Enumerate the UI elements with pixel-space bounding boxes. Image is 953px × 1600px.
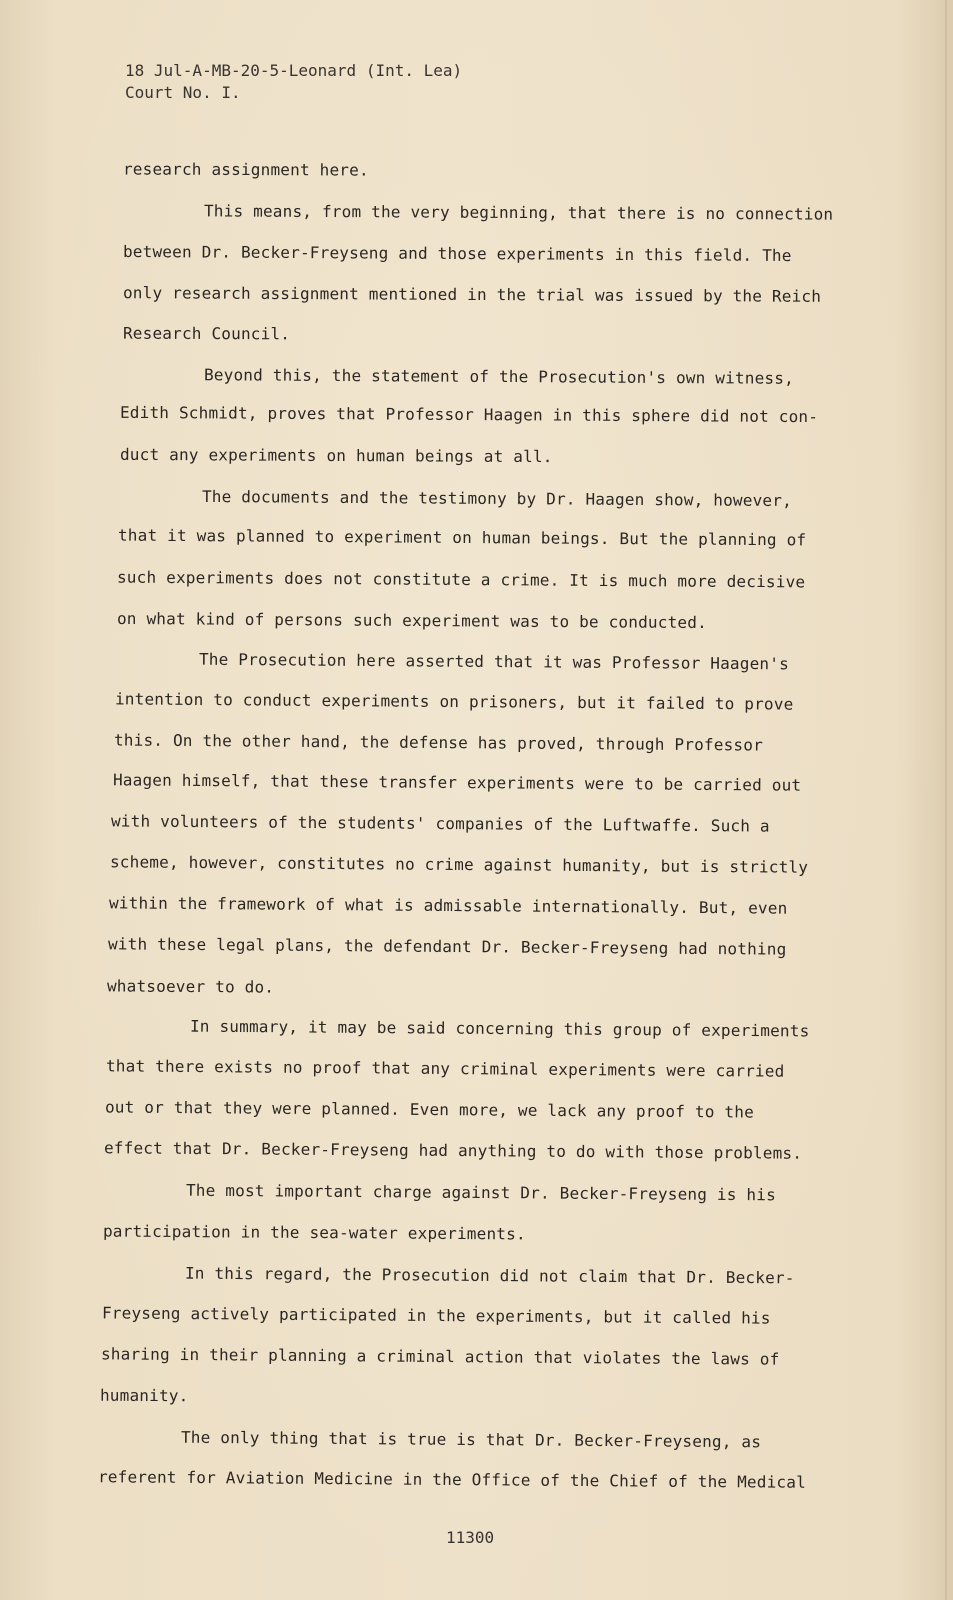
text-line: such experiments does not constitute a crime. It is much more decisive	[116, 567, 806, 592]
text-line: Freyseng actively participated in the experiments, but it called his	[101, 1303, 771, 1328]
text-line: sharing in their planning a criminal action that violates the laws of	[100, 1344, 780, 1369]
text-line: effect that Dr. Becker-Freyseng had anything to do with those problems.	[103, 1138, 803, 1163]
text-line: research assignment here.	[122, 159, 369, 180]
text-line: duct any experiments on human beings at all.	[119, 444, 553, 467]
text-line: on what kind of persons such experiment was to be conducted.	[116, 608, 708, 633]
text-line: with these legal plans, the defendant Dr. Becker-Freyseng had nothing	[107, 934, 787, 959]
text-line: This means, from the very beginning, that there is no connection	[203, 201, 834, 224]
header-session-line: 18 Jul-A-MB-20-5-Leonard (Int. Lea)	[125, 61, 463, 80]
text-line: The documents and the testimony by Dr. Haagen show, however,	[201, 486, 793, 511]
text-line: between Dr. Becker-Freyseng and those experiments in this field. The	[122, 241, 792, 266]
text-line: only research assignment mentioned in the trial was issued by the Reich	[122, 283, 822, 306]
page-number: 11300	[446, 1528, 495, 1547]
text-line: that it was planned to experiment on human beings. But the planning of	[117, 525, 807, 550]
text-line: intention to conduct experiments on prisoners, but it failed to prove	[114, 689, 794, 714]
text-line: The most important charge against Dr. Becker-Freyseng is his	[185, 1180, 777, 1205]
text-line: The Prosecution here asserted that it was Professor Haagen's	[198, 649, 790, 674]
text-line: out or that they were planned. Even more, we lack any proof to the	[104, 1097, 755, 1122]
text-line: Edith Schmidt, proves that Professor Haagen in this sphere did not con-	[119, 402, 819, 427]
text-line: with volunteers of the students' companies of the Luftwaffe. Such a	[110, 811, 770, 836]
text-line: In this regard, the Prosecution did not claim that Dr. Becker-	[184, 1263, 795, 1288]
page-edge-shadow	[945, 0, 947, 1600]
text-line: scheme, however, constitutes no crime against humanity, but is strictly	[109, 852, 809, 877]
text-line: participation in the sea-water experiments.	[102, 1221, 526, 1244]
text-line: whatsoever to do.	[106, 976, 275, 997]
text-line: within the framework of what is admissable internationally. But, even	[108, 893, 788, 918]
text-line: humanity.	[99, 1385, 189, 1406]
header-court-line: Court No. I.	[125, 83, 241, 102]
text-line: Beyond this, the statement of the Prosecution's own witness,	[203, 365, 795, 388]
text-line: referent for Aviation Medicine in the Office of the Chief of the Medical	[97, 1467, 807, 1492]
text-line: In summary, it may be said concerning this group of experiments	[189, 1016, 810, 1041]
text-line: Haagen himself, that these transfer experiments were to be carried out	[112, 770, 802, 795]
text-line: that there exists no proof that any criminal experiments were carried	[105, 1056, 785, 1081]
document-header	[125, 60, 462, 104]
text-line: Research Council.	[122, 323, 291, 344]
text-line: this. On the other hand, the defense has proved, through Professor	[113, 730, 764, 755]
text-line: The only thing that is true is that Dr. Becker-Freyseng, as	[180, 1427, 762, 1452]
